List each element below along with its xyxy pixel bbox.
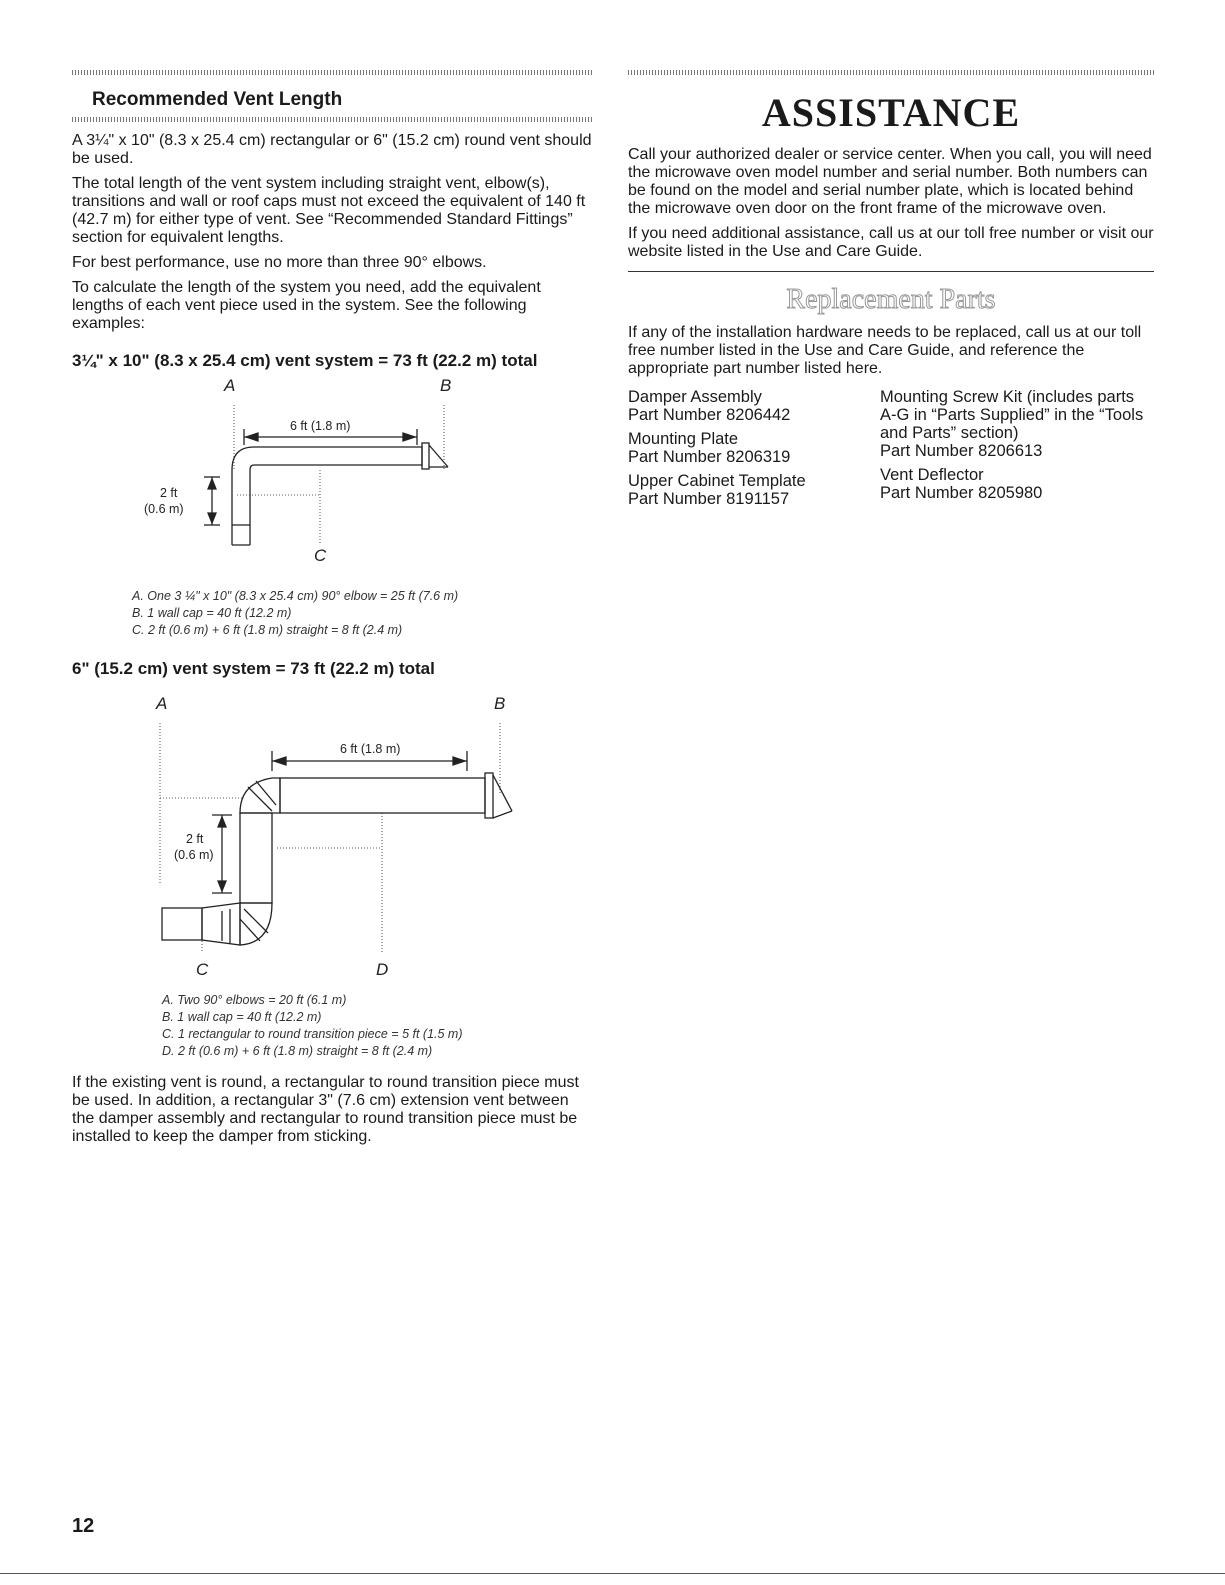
part-number: Part Number 8191157	[628, 490, 790, 508]
label-c: C	[314, 546, 327, 565]
part-name: Vent Deflector	[880, 466, 984, 484]
caption-line: A. Two 90° elbows = 20 ft (6.1 m)	[162, 993, 347, 1007]
dim-side-label-2: (0.6 m)	[144, 502, 184, 516]
section-rule-top	[72, 70, 592, 75]
right-column	[628, 70, 1154, 514]
section-rule-bottom	[72, 117, 592, 122]
part-number: Part Number 8206442	[628, 406, 791, 424]
part-item	[628, 472, 880, 508]
replacement-parts-title: Replacement Parts	[786, 284, 996, 315]
example2-title: 6" (15.2 cm) vent system = 73 ft (22.2 m) total	[72, 659, 435, 678]
dim-side-label-1: 2 ft	[160, 486, 178, 500]
label-b: B	[494, 694, 506, 713]
closing-paragraph: If the existing vent is round, a rectangular to round transition piece must be used. In addition, a rectangular 3" (7.6 cm) extension vent between the damper assembly and rectangular to round transition piece must be installed to keep the damper from sticking.	[72, 1074, 579, 1145]
parts-column-2	[880, 388, 1154, 514]
part-name: Mounting Plate	[628, 430, 739, 448]
label-c: C	[196, 960, 209, 979]
assistance-paragraph-1: Call your authorized dealer or service center. When you call, you will need the microwave oven model number and serial number. Both numbers can be found on the model and serial number plate, which is located behind the microwave oven door on the front frame of the microwave oven.	[628, 146, 1152, 217]
label-a: A	[224, 376, 236, 395]
assistance-rule-top	[628, 70, 1154, 75]
example1-captions	[132, 588, 592, 639]
assistance-title: ASSISTANCE	[761, 90, 1021, 135]
part-name: Mounting Screw Kit (includes parts A-G in “Parts Supplied” in the “Tools and Parts” section)	[880, 388, 1144, 442]
section-heading: Recommended Vent Length	[92, 89, 343, 110]
paragraph-2: The total length of the vent system including straight vent, elbow(s), transitions and wall or roof caps must not exceed the equivalent of 140 ft (42.7 m) for either type of vent. See “Recommended Standard Fittings” section for equivalent lengths.	[72, 175, 586, 246]
part-item	[880, 466, 1154, 502]
page-number: 12	[72, 1515, 95, 1537]
left-column	[72, 70, 592, 1153]
replacement-intro: If any of the installation hardware needs to be replaced, call us at our toll free number listed in the Use and Care Guide, and reference the appropriate part number listed here.	[628, 324, 1142, 377]
caption-line: B. 1 wall cap = 40 ft (12.2 m)	[132, 606, 292, 620]
dim-top-label: 6 ft (1.8 m)	[340, 742, 401, 756]
part-item	[880, 388, 1154, 460]
caption-line: B. 1 wall cap = 40 ft (12.2 m)	[162, 1010, 322, 1024]
part-name: Upper Cabinet Template	[628, 472, 806, 490]
paragraph-1: A 3¼" x 10" (8.3 x 25.4 cm) rectangular or 6" (15.2 cm) round vent should be used.	[72, 132, 592, 167]
parts-list	[628, 388, 1154, 514]
label-b: B	[440, 376, 452, 395]
example2-captions	[162, 992, 592, 1060]
part-number: Part Number 8206319	[628, 448, 791, 466]
dim-top-label: 6 ft (1.8 m)	[290, 419, 351, 433]
parts-column-1	[628, 388, 880, 514]
part-name: Damper Assembly	[628, 388, 762, 406]
part-item	[628, 388, 880, 424]
example1-title: 3¼" x 10" (8.3 x 25.4 cm) vent system = 73 ft (22.2 m) total	[72, 351, 538, 370]
assistance-paragraph-2: If you need additional assistance, call us at our toll free number or visit our website listed in the Use and Care Guide.	[628, 225, 1154, 260]
paragraph-3: For best performance, use no more than three 90° elbows.	[72, 254, 487, 271]
label-d: D	[376, 960, 389, 979]
caption-line: C. 2 ft (0.6 m) + 6 ft (1.8 m) straight = 8 ft (2.4 m)	[132, 623, 403, 637]
caption-line: A. One 3 ¼" x 10" (8.3 x 25.4 cm) 90° elbow = 25 ft (7.6 m)	[132, 589, 459, 603]
paragraph-4: To calculate the length of the system you need, add the equivalent lengths of each vent piece used in the system. See the following examples:	[72, 279, 541, 332]
part-number: Part Number 8206613	[880, 442, 1043, 460]
bottom-rule	[0, 1573, 1225, 1574]
part-item	[628, 430, 880, 466]
replacement-rule	[628, 271, 1154, 272]
dim-side-label-2: (0.6 m)	[174, 848, 214, 862]
label-a: A	[156, 694, 168, 713]
part-number: Part Number 8205980	[880, 484, 1043, 502]
rect-vent-diagram	[72, 375, 592, 575]
caption-line: C. 1 rectangular to round transition piece = 5 ft (1.5 m)	[162, 1027, 463, 1041]
dim-side-label-1: 2 ft	[186, 832, 204, 846]
caption-line: D. 2 ft (0.6 m) + 6 ft (1.8 m) straight = 8 ft (2.4 m)	[162, 1044, 433, 1058]
round-vent-diagram	[72, 683, 592, 983]
